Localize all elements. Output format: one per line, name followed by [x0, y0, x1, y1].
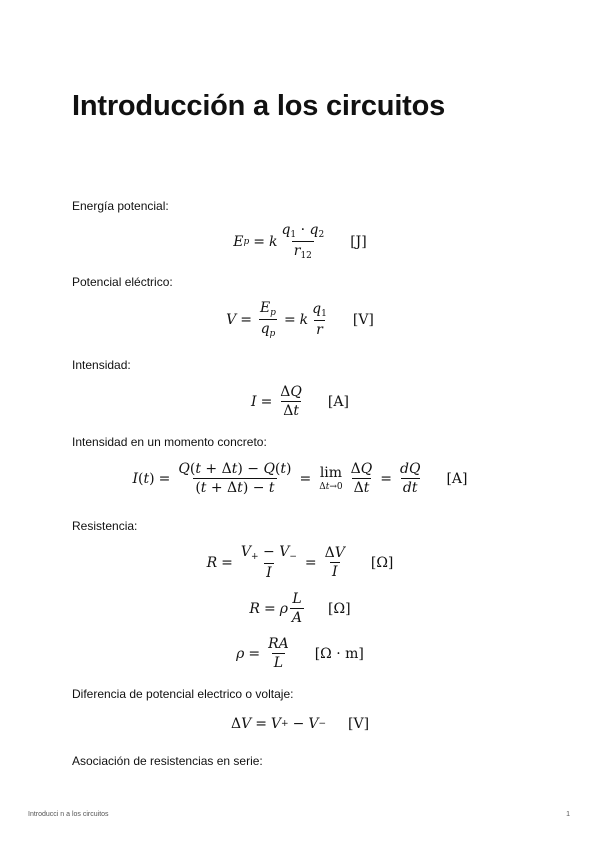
label-intensidad: Intensidad: — [72, 358, 131, 372]
unit-ohm-2: [Ω] — [328, 600, 351, 617]
equation-resistencia-rho: R = ρ $\frac{L}{A}$ [Ω] — [249, 591, 351, 627]
equation-resistividad: ρ = $\frac{RA}{L}$ [Ω · m] — [236, 636, 364, 672]
equation-diferencia-potencial: Δ V = V + − V − [V] — [230, 716, 370, 732]
label-asociacion-serie: Asociación de resistencias en serie: — [72, 754, 263, 768]
unit-volt: [V] — [352, 311, 374, 328]
unit-ohm-meter: [Ω · m] — [314, 645, 364, 662]
footer-title: Introducci n a los circuitos — [28, 811, 109, 818]
equation-energia-potencial: E p = k $\frac{q_1 \cdot q_2}{r_{12}}$ [J] — [233, 222, 367, 262]
label-energia-potencial: Energía potencial: — [72, 199, 169, 213]
footer-page-number: 1 — [566, 811, 570, 818]
page-title: Introducción a los circuitos — [72, 90, 446, 122]
equation-resistencia-ohm: R = $\frac{V_+ - V_-}{I}$ = $\frac{\Delta V}{I}$ [Ω] — [206, 544, 394, 582]
unit-volt-2: [V] — [348, 716, 370, 732]
unit-joule: [J] — [350, 233, 367, 250]
label-potencial-electrico: Potencial eléctrico: — [72, 275, 173, 289]
unit-ampere: [A] — [327, 393, 349, 410]
label-intensidad-momento: Intensidad en un momento concreto: — [72, 435, 267, 449]
unit-ohm: [Ω] — [370, 554, 394, 571]
equation-intensidad-momento: I ( t ) = $\frac{Q(t + \Delta t) - Q(t)}{(t + \Delta t) - t}$ = lim Δt→0 $\frac{\Delta Q}{\Delta t}$ = $\frac{dQ}{dt}$ [A] — [132, 461, 468, 497]
label-diferencia-potencial: Diferencia de potencial electrico o voltaje: — [72, 687, 294, 701]
equation-potencial-electrico: V = $\frac{E_p}{q_p}$ = k $\frac{q_1}{r}$ [V] — [226, 300, 374, 340]
unit-ampere-2: [A] — [446, 470, 468, 487]
equation-intensidad: I = $\frac{\Delta Q}{\Delta t}$ [A] — [251, 384, 349, 420]
label-resistencia: Resistencia: — [72, 519, 138, 533]
